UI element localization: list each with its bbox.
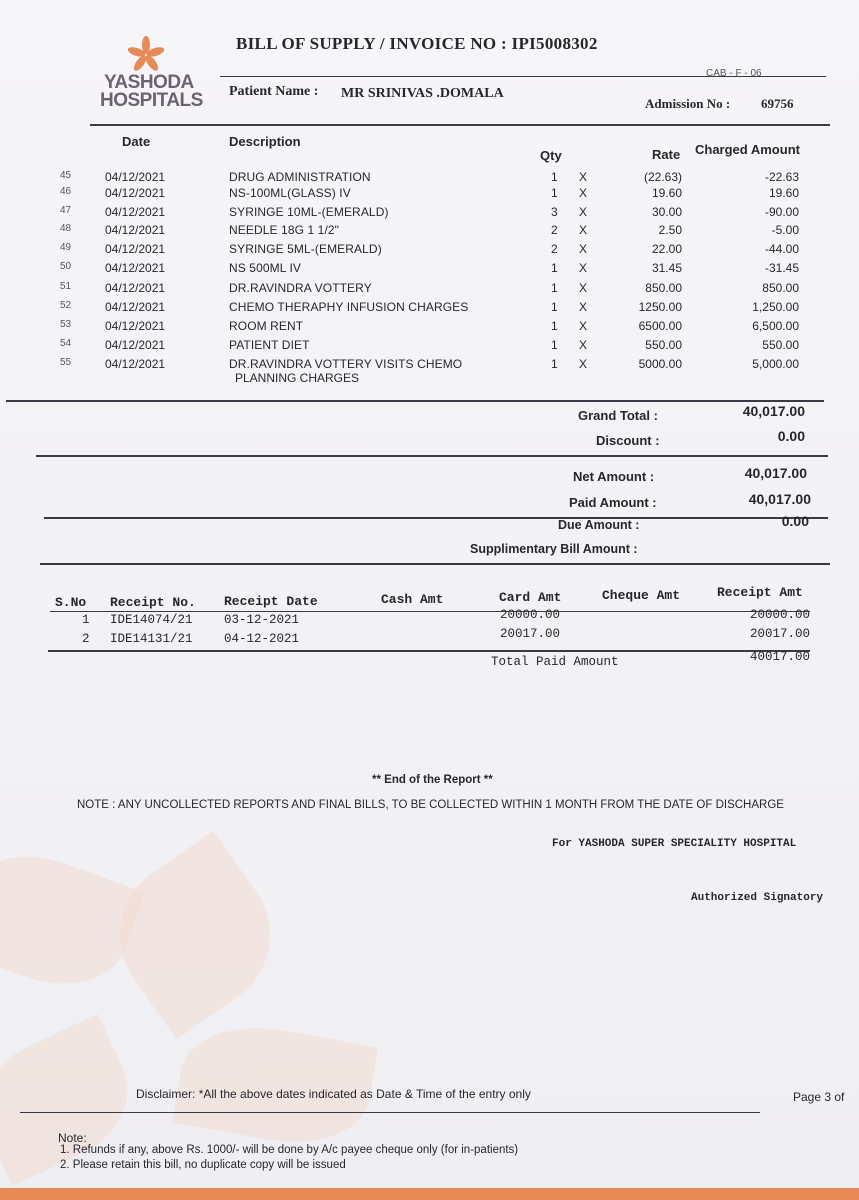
receipt-amount: 20017.00 xyxy=(749,627,810,641)
flower-logo-icon xyxy=(126,36,166,74)
line-item-description: DRUG ADMINISTRATION xyxy=(229,170,371,184)
line-item-qty: 1 xyxy=(551,338,558,352)
line-item-date: 04/12/2021 xyxy=(105,338,166,352)
line-item-description: NEEDLE 18G 1 1/2" xyxy=(229,223,340,237)
rcpt-col-amount: Receipt Amt xyxy=(717,585,803,600)
line-item-description-cont: PLANNING CHARGES xyxy=(235,371,360,385)
line-item-qty: 1 xyxy=(551,357,558,371)
logo-line1: YASHODA xyxy=(104,72,194,93)
line-item-row xyxy=(0,319,859,338)
discount-value: 0.00 xyxy=(777,428,805,444)
col-charged: Charged Amount xyxy=(695,142,800,157)
rule xyxy=(40,563,830,565)
line-item-row xyxy=(0,186,859,205)
net-amount-label: Net Amount : xyxy=(573,469,655,484)
line-item-amount: 5,000.00 xyxy=(752,357,799,371)
logo-line2: HOSPITALS xyxy=(100,90,203,111)
line-item-sno: 46 xyxy=(60,186,72,197)
receipt-sno: 2 xyxy=(82,632,90,646)
receipt-date: 03-12-2021 xyxy=(224,613,300,627)
due-amount-value: 0.00 xyxy=(781,513,809,529)
total-paid-label: Total Paid Amount xyxy=(491,655,619,669)
line-item-row xyxy=(0,205,859,224)
line-item-sno: 47 xyxy=(60,205,72,216)
line-item-date: 04/12/2021 xyxy=(105,300,166,314)
line-item-times: X xyxy=(579,281,588,295)
col-date: Date xyxy=(122,134,151,149)
line-item-times: X xyxy=(579,319,588,333)
line-item-row xyxy=(0,261,859,280)
receipt-amount: 20000.00 xyxy=(749,608,810,622)
line-item-amount: -22.63 xyxy=(764,170,799,184)
line-item-date: 04/12/2021 xyxy=(105,319,166,333)
line-item-rate: 1250.00 xyxy=(638,300,682,314)
line-item-sno: 54 xyxy=(60,338,72,349)
col-rate: Rate xyxy=(652,147,681,162)
watermark-petal xyxy=(91,831,300,1040)
note-uncollected: NOTE : ANY UNCOLLECTED REPORTS AND FINAL BILLS, TO BE COLLECTED WITHIN 1 MONTH FROM THE DATE OF DISCHARGE xyxy=(77,799,784,811)
line-item-date: 04/12/2021 xyxy=(105,281,166,295)
line-item-rate: 19.60 xyxy=(651,186,682,200)
end-of-report: ** End of the Report ** xyxy=(372,774,493,786)
line-item-amount: 6,500.00 xyxy=(752,319,799,333)
line-item-description: NS 500ML IV xyxy=(229,261,302,275)
line-item-qty: 1 xyxy=(551,261,558,275)
page-number: Page 3 of xyxy=(793,1090,845,1104)
line-item-description: SYRINGE 5ML-(EMERALD) xyxy=(229,242,382,256)
disclaimer xyxy=(136,1087,531,1101)
rule xyxy=(36,455,828,457)
line-item-amount: -5.00 xyxy=(771,223,799,237)
line-item-amount: -31.45 xyxy=(764,261,799,275)
authorized-signatory: Authorized Signatory xyxy=(691,892,824,904)
rcpt-col-cheque: Cheque Amt xyxy=(602,588,681,603)
line-item-times: X xyxy=(579,300,588,314)
line-item-rate: 550.00 xyxy=(645,338,682,352)
line-item-qty: 2 xyxy=(551,242,558,256)
line-item-row xyxy=(0,242,859,261)
rcpt-col-date: Receipt Date xyxy=(224,594,318,609)
line-item-sno: 51 xyxy=(60,281,72,292)
form-code: CAB - F - 06 xyxy=(706,68,762,79)
total-paid-value: 40017.00 xyxy=(749,650,810,664)
patient-name: MR SRINIVAS .DOMALA xyxy=(341,86,504,101)
paid-amount-value: 40,017.00 xyxy=(748,491,811,507)
line-item-description: CHEMO THERAPHY INFUSION CHARGES xyxy=(229,300,469,314)
line-item-times: X xyxy=(579,205,588,219)
line-item-rate: 22.00 xyxy=(651,242,682,256)
line-item-rate: 31.45 xyxy=(651,261,682,275)
grand-total-label: Grand Total : xyxy=(578,408,658,423)
rule xyxy=(50,611,810,612)
line-item-times: X xyxy=(579,357,588,371)
line-item-description: DR.RAVINDRA VOTTERY VISITS CHEMO xyxy=(229,357,463,371)
line-item-description: DR.RAVINDRA VOTTERY xyxy=(229,281,372,295)
line-item-date: 04/12/2021 xyxy=(105,170,166,184)
for-hospital: For YASHODA SUPER SPECIALITY HOSPITAL xyxy=(552,838,797,850)
net-amount-value: 40,017.00 xyxy=(744,465,807,481)
line-item-row xyxy=(0,338,859,357)
line-item-amount: -90.00 xyxy=(764,205,799,219)
line-item-rate: 5000.00 xyxy=(638,357,682,371)
line-item-times: X xyxy=(579,261,588,275)
col-qty: Qty xyxy=(540,148,562,163)
line-item-sno: 52 xyxy=(60,300,72,311)
line-item-date: 04/12/2021 xyxy=(105,357,166,371)
rcpt-col-cash: Cash Amt xyxy=(381,592,444,607)
receipt-number: IDE14131/21 xyxy=(110,632,193,646)
footer-note-line1: 1. Refunds if any, above Rs. 1000/- will be done by A/c payee cheque only (for in-patients) xyxy=(60,1144,519,1156)
receipt-row xyxy=(0,627,859,652)
line-item-description: NS-100ML(GLASS) IV xyxy=(229,186,351,200)
receipt-date: 04-12-2021 xyxy=(224,632,300,646)
receipt-sno: 1 xyxy=(82,613,90,627)
line-item-times: X xyxy=(579,338,588,352)
line-item-sno: 45 xyxy=(60,170,72,181)
supplementary-label: Supplimentary Bill Amount : xyxy=(470,542,638,556)
line-item-date: 04/12/2021 xyxy=(105,223,166,237)
line-item-date: 04/12/2021 xyxy=(105,205,166,219)
line-item-date: 04/12/2021 xyxy=(105,261,166,275)
rule xyxy=(220,76,826,77)
line-item-rate: 30.00 xyxy=(651,205,682,219)
invoice-number: IPI5008302 xyxy=(511,34,598,53)
line-item-description: ROOM RENT xyxy=(229,319,304,333)
line-item-amount: 550.00 xyxy=(762,338,799,352)
line-item-row xyxy=(0,281,859,300)
receipt-number: IDE14074/21 xyxy=(110,613,193,627)
line-item-times: X xyxy=(579,223,588,237)
col-description: Description xyxy=(229,134,301,149)
rcpt-col-no: Receipt No. xyxy=(110,595,196,610)
line-item-sno: 49 xyxy=(60,242,72,253)
line-item-qty: 1 xyxy=(551,319,558,333)
line-item-amount: 1,250.00 xyxy=(752,300,799,314)
line-item-sno: 55 xyxy=(60,357,72,368)
due-amount-label: Due Amount : xyxy=(558,518,640,532)
watermark-petal xyxy=(172,1014,378,1155)
line-item-times: X xyxy=(579,242,588,256)
line-item-sno: 53 xyxy=(60,319,72,330)
line-item-sno: 50 xyxy=(60,261,72,272)
line-item-date: 04/12/2021 xyxy=(105,186,166,200)
brand-band xyxy=(0,1188,859,1200)
line-item-qty: 1 xyxy=(551,281,558,295)
admission-number: 69756 xyxy=(761,96,794,111)
yashoda-logo xyxy=(96,36,226,126)
receipt-card-amount: 20000.00 xyxy=(500,608,561,622)
rule xyxy=(48,650,810,652)
line-item-row xyxy=(0,300,859,319)
line-item-times: X xyxy=(579,170,588,184)
line-item-rate: 2.50 xyxy=(658,223,682,237)
line-item-date: 04/12/2021 xyxy=(105,242,166,256)
rcpt-col-card: Card Amt xyxy=(499,590,562,605)
line-item-amount: 19.60 xyxy=(768,186,799,200)
line-item-row xyxy=(0,223,859,242)
line-item-rate: 6500.00 xyxy=(638,319,682,333)
disclaimer-text: *All the above dates indicated as Date & Time of the entry only xyxy=(198,1087,531,1101)
line-item-row xyxy=(0,357,859,385)
receipt-card-amount: 20017.00 xyxy=(500,627,561,641)
paid-amount-label: Paid Amount : xyxy=(569,495,657,510)
rcpt-col-sno: S.No xyxy=(55,595,87,610)
line-item-times: X xyxy=(579,186,588,200)
line-item-qty: 1 xyxy=(551,170,558,184)
line-item-amount: -44.00 xyxy=(764,242,799,256)
footer-note-title: Note: xyxy=(58,1131,87,1145)
footer-note-line2: 2. Please retain this bill, no duplicate copy will be issued xyxy=(60,1159,346,1171)
rule xyxy=(20,1112,760,1113)
line-item-description: PATIENT DIET xyxy=(229,338,310,352)
line-item-rate: (22.63) xyxy=(643,170,682,184)
line-item-qty: 3 xyxy=(551,205,558,219)
rule xyxy=(90,124,830,126)
line-item-qty: 1 xyxy=(551,186,558,200)
grand-total-value: 40,017.00 xyxy=(742,403,805,419)
invoice-title: BILL OF SUPPLY / INVOICE NO : IPI5008302 xyxy=(236,34,598,53)
patient-label: Patient Name : xyxy=(229,84,319,99)
line-item-qty: 1 xyxy=(551,300,558,314)
disclaimer-label: Disclaimer: xyxy=(136,1087,196,1101)
line-item-qty: 2 xyxy=(551,223,558,237)
line-item-amount: 850.00 xyxy=(762,281,799,295)
line-item-rate: 850.00 xyxy=(645,281,682,295)
discount-label: Discount : xyxy=(596,433,660,448)
admission-label: Admission No : xyxy=(645,96,731,111)
line-item-sno: 48 xyxy=(60,223,72,234)
rule xyxy=(6,400,824,402)
line-item-description: SYRINGE 10ML-(EMERALD) xyxy=(229,205,389,219)
